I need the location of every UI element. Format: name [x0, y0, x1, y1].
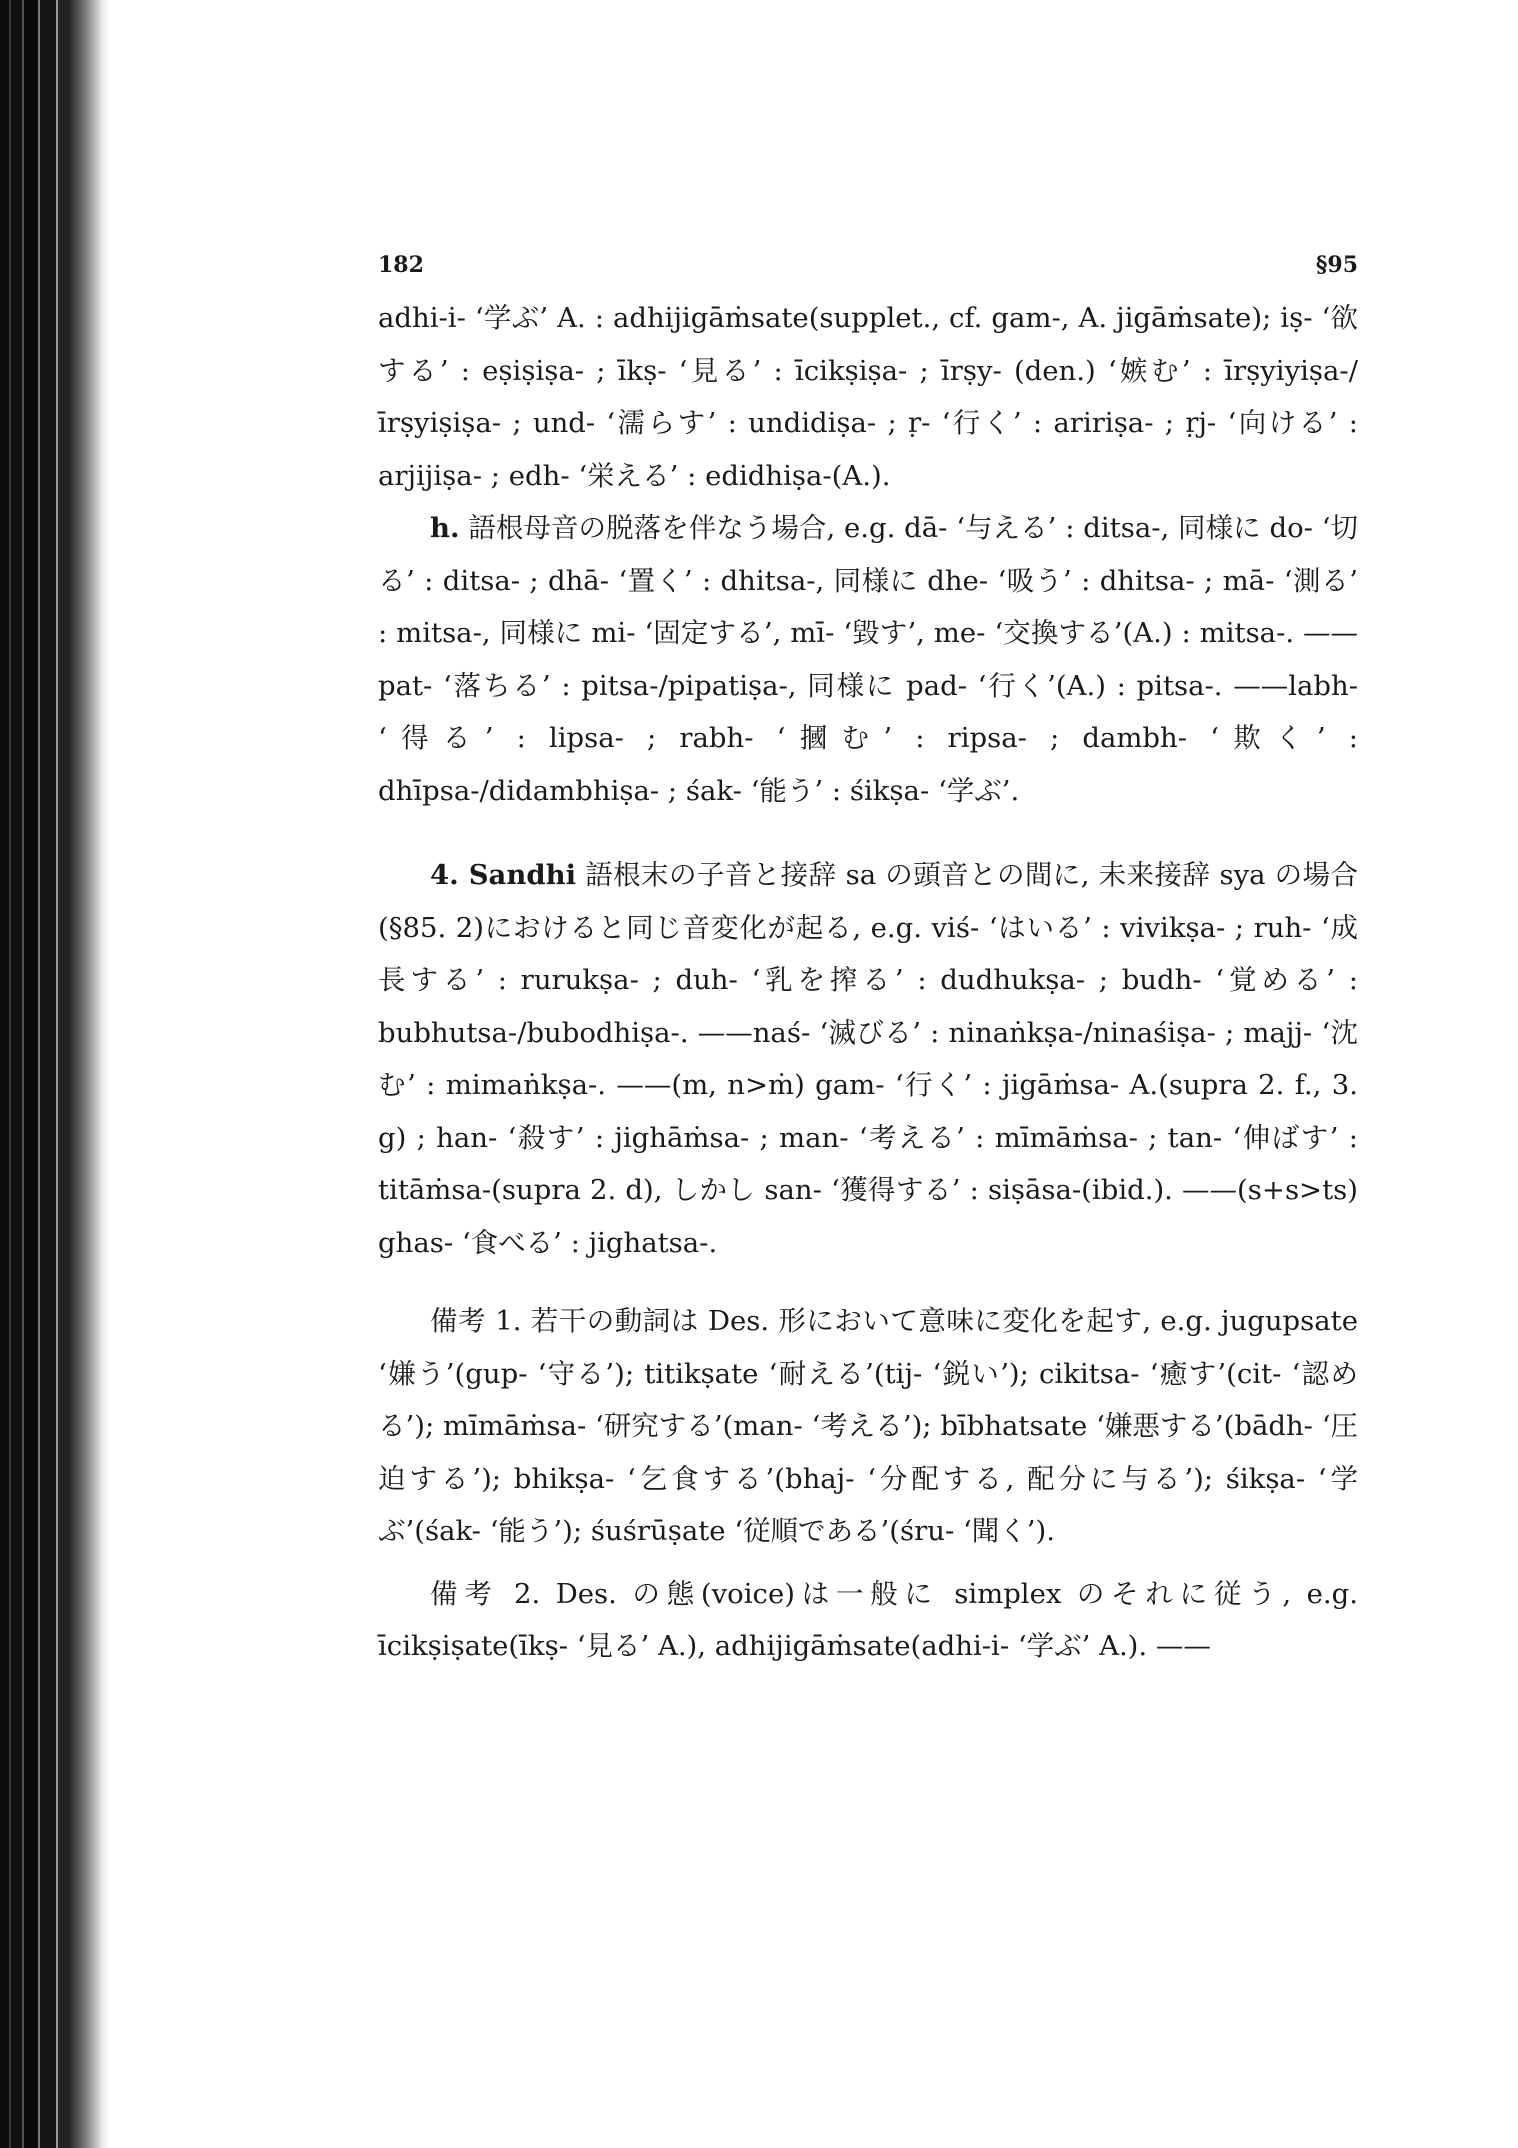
page-content: [378, 252, 1358, 1673]
paragraph-h: [378, 502, 1358, 817]
item-label-h: h.: [430, 512, 460, 544]
section-number: §95: [1315, 252, 1358, 278]
note-1: 備考 1. 若干の動詞は Des. 形において意味に変化を起す, e.g. jugupsate ‘嫌う’(gup- ‘守る’); titikṣate ‘耐える’(tij- ‘鋭い’); cikitsa- ‘癒す’(cit- ‘認める’); mīmāṁsa- ‘研究する’(man- ‘考える’); bībhatsate ‘嫌悪する’(bādh- ‘圧迫する’); bhikṣa- ‘乞食する’(bhaj- ‘分配する, 配分に与る’); śikṣa- ‘学ぶ’(śak- ‘能う’); śuśrūṣate ‘従順である’(śru- ‘聞く’).: [378, 1305, 1358, 1547]
paragraph-sandhi-text: 語根末の子音と接辞 sa の頭音との間に, 未来接辞 sya の場合(§85. 2)におけると同じ音変化が起る, e.g. viś- ‘はいる’ : vivikṣa- ; ruh- ‘成長する’ : rurukṣa- ; duh- ‘乳を搾る’ : dudhukṣa- ; budh- ‘覚める’ : bubhutsa-/bubodhiṣa-. ——naś- ‘滅びる’ : ninaṅkṣa-/ninaśiṣa- ; majj- ‘沈む’ : mimaṅkṣa-. ——(m, n>ṁ) gam- ‘行く’ : jigāṁsa- A.(supra 2. f., 3. g) ; han- ‘殺す’ : jighāṁsa- ; man- ‘考える’ : mīmāṁsa- ; tan- ‘伸ばす’ : titāṁsa-(supra 2. d), しかし san- ‘獲得する’ : siṣāsa-(ibid.). ——(s+s>ts) ghas- ‘食べる’ : jighatsa-.: [378, 859, 1358, 1259]
sandhi-heading: 4. Sandhi: [430, 859, 577, 891]
paragraph-h-text: 語根母音の脱落を伴なう場合, e.g. dā- ‘与える’ : ditsa-, 同様に do- ‘切る’ : ditsa- ; dhā- ‘置く’ : dhitsa-, 同様に dhe- ‘吸う’ : dhitsa- ; mā- ‘測る’ : mitsa-, 同様に mi- ‘固定する’, mī- ‘毀す’, me- ‘交換する’(A.) : mitsa-. ——pat- ‘落ちる’ : pitsa-/pipatiṣa-, 同様に pad- ‘行く’(A.) : pitsa-. ——labh- ‘得る’ : lipsa- ; rabh- ‘摑む’ : ripsa- ; dambh- ‘欺く’ : dhīpsa-/didambhiṣa- ; śak- ‘能う’ : śikṣa- ‘学ぶ’.: [378, 512, 1358, 807]
page-header: [378, 252, 1358, 292]
paragraph-continuation: adhi-i- ‘学ぶ’ A. : adhijigāṁsate(supplet., cf. gam-, A. jigāṁsate); iṣ- ‘欲する’ : eṣiṣiṣa- ; īkṣ- ‘見る’ : īcikṣiṣa- ; īrṣy- (den.) ‘嫉む’ : īrṣyiyiṣa-/īrṣyiṣiṣa- ; und- ‘濡らす’ : undidiṣa- ; ṛ- ‘行く’ : aririṣa- ; ṛj- ‘向ける’ : arjijiṣa- ; edh- ‘栄える’ : edidhiṣa-(A.).: [378, 302, 1358, 492]
binding-shadow: [70, 0, 110, 2148]
page-number: 182: [378, 252, 424, 278]
note-2: 備考 2. Des. の態(voice)は一般に simplex のそれに従う, e.g. īcikṣiṣate(īkṣ- ‘見る’ A.), adhijigāṁsate(adhi-i- ‘学ぶ’ A.). ——: [378, 1577, 1358, 1662]
paragraph-sandhi: [378, 849, 1358, 1269]
